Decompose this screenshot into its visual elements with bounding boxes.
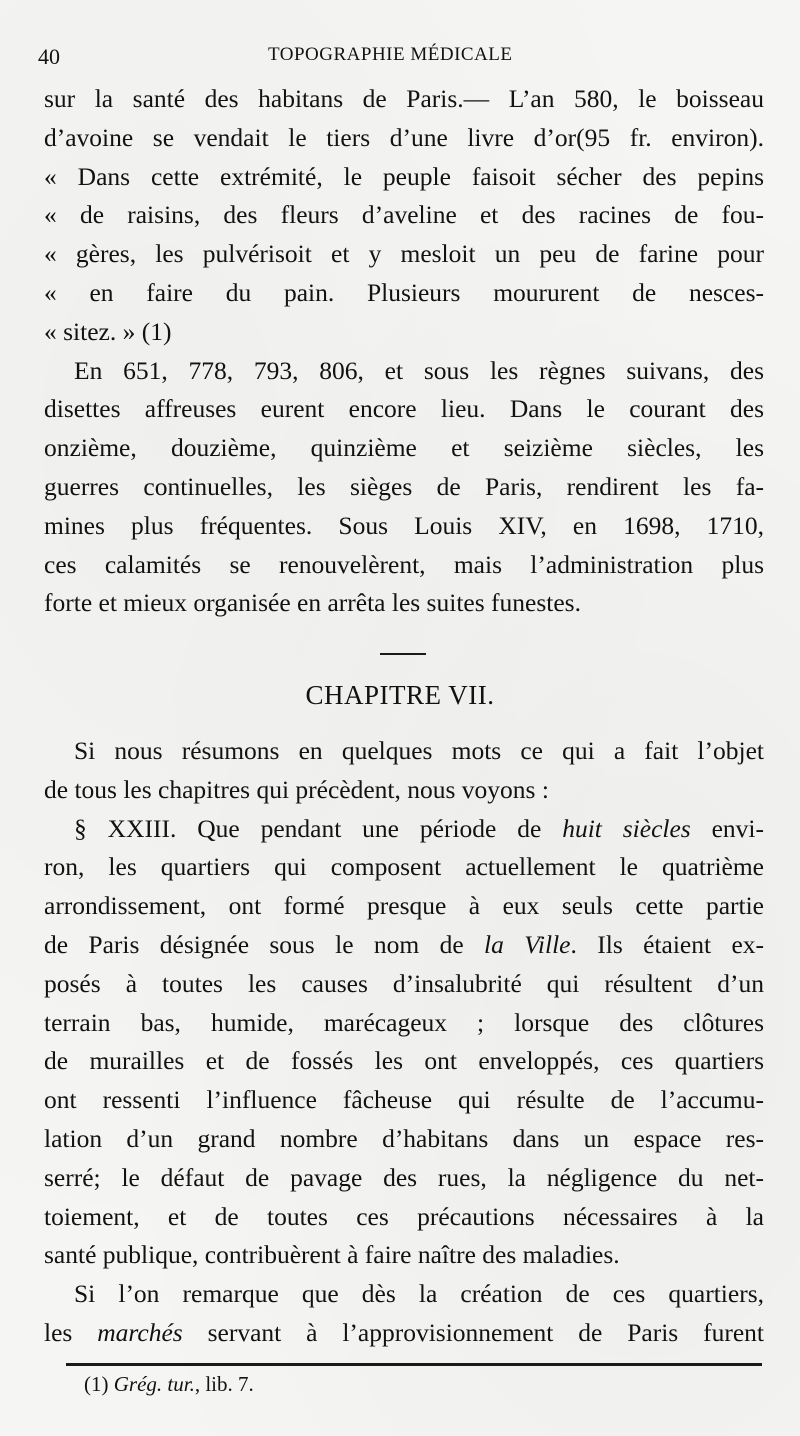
chapter-title: CHAPITRE VII. [305, 680, 495, 710]
italic-run: la Ville [484, 929, 571, 959]
text-line: « sitez. » (1) [44, 316, 172, 346]
page-header [38, 40, 762, 70]
text-run: de Paris désignée sous le nom de [44, 929, 485, 959]
text-run: les [44, 1317, 98, 1347]
text-line: « Dans cette extrémité, le peuple faisoit sécher des pepins [44, 161, 764, 191]
text-section-1 [44, 80, 764, 623]
text-line: arrondissement, ont formé presque à eux seuls cette partie [44, 891, 764, 921]
text-line: ces calamités se renouvelèrent, mais l’administration plus [44, 549, 764, 579]
text-run: . Ils étaient ex- [570, 929, 765, 959]
text-line: ron, les quartiers qui composent actuellement le quatrième [44, 852, 764, 882]
footnote-source: Grég. tur. [113, 1372, 195, 1396]
text-line: d’avoine se vendait le tiers d’une livre d’or(95 fr. environ). [44, 122, 764, 152]
footnote [84, 1372, 254, 1397]
text-line [44, 1314, 764, 1353]
text-run: servant à l’approvisionnement de Paris furent [182, 1317, 765, 1347]
text-line: En 651, 778, 793, 806, et sous les règnes suivans, des [74, 355, 764, 385]
running-title: TOPOGRAPHIE MÉDICALE [268, 44, 513, 65]
text-line: posés à toutes les causes d’insalubrité qui résultent d’un [44, 968, 764, 998]
italic-run: marchés [97, 1317, 183, 1347]
text-line: de tous les chapitres qui précèdent, nous voyons : [44, 774, 549, 804]
text-line: terrain bas, humide, marécageux ; lorsque des clôtures [44, 1007, 764, 1037]
text-run: § XXIII. Que pendant une période de [74, 813, 563, 843]
text-line: santé publique, contribuèrent à faire naître des maladies. [44, 1240, 620, 1270]
section-divider [380, 653, 426, 655]
footnote-mark: (1) [84, 1372, 114, 1396]
text-line: lation d’un grand nombre d’habitans dans un espace res- [44, 1123, 764, 1153]
text-line [44, 926, 764, 965]
text-line: ont ressenti l’influence fâcheuse qui résulte de l’accumu- [44, 1085, 764, 1115]
text-section-2 [44, 732, 764, 1353]
footnote-rule [66, 1363, 762, 1366]
text-line: « en faire du pain. Plusieurs moururent de nesces- [44, 277, 764, 307]
text-line: sur la santé des habitans de Paris.— L’an 580, le boisseau [44, 84, 764, 113]
text-line: onzième, douzième, quinzième et seizième siècles, les [44, 433, 764, 463]
text-run: envi- [690, 813, 764, 843]
text-line: Si l’on remarque que dès la création de ces quartiers, [74, 1279, 764, 1309]
text-line: de murailles et de fossés les ont enveloppés, ces quartiers [44, 1046, 764, 1076]
text-line: disettes affreuses eurent encore lieu. Dans le courant des [44, 394, 764, 424]
text-line: mines plus fréquentes. Sous Louis XIV, en 1698, 1710, [44, 510, 764, 540]
page-number: 40 [38, 44, 60, 69]
footnote-text: , lib. 7. [194, 1372, 254, 1396]
text-line [44, 810, 764, 849]
text-line: « gères, les pulvérisoit et y mesloit un peu de farine pour [44, 239, 764, 269]
text-line: Si nous résumons en quelques mots ce qui a fait l’objet [74, 736, 764, 765]
text-line: « de raisins, des fleurs d’aveline et des racines de fou- [44, 200, 764, 230]
text-line: forte et mieux organisée en arrêta les suites funestes. [44, 588, 581, 618]
text-line: toiement, et de toutes ces précautions nécessaires à la [44, 1201, 764, 1231]
italic-run: huit siècles [562, 813, 691, 843]
text-line: guerres continuelles, les sièges de Paris, rendirent les fa- [44, 471, 764, 501]
text-line: serré; le défaut de pavage des rues, la négligence du net- [44, 1162, 764, 1192]
